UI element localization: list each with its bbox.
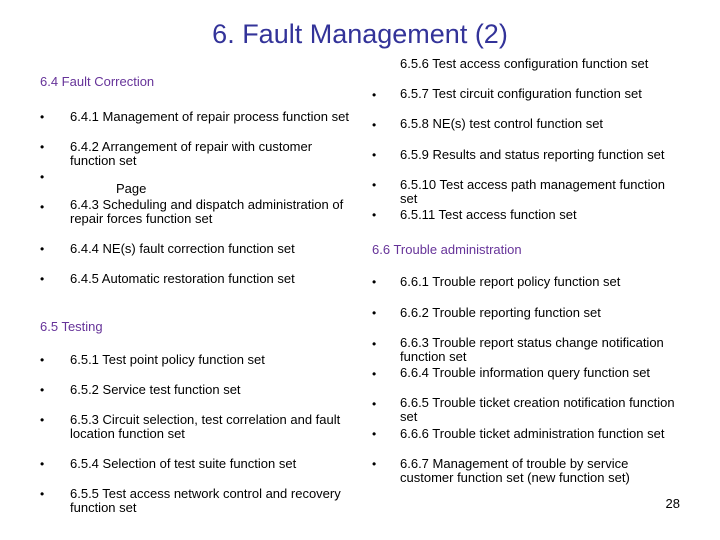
bullet-icon: •	[40, 110, 45, 124]
bullet-icon: •	[40, 413, 45, 427]
list-item-6-5-4: 6.5.4 Selection of test suite function set	[70, 456, 297, 471]
list-item-6-5-2: 6.5.2 Service test function set	[70, 382, 241, 397]
list-item-6-5-9: 6.5.9 Results and status reporting function set	[400, 147, 665, 162]
bullet-icon: •	[40, 383, 45, 397]
section-heading-6-6: 6.6 Trouble administration	[372, 242, 522, 257]
bullet-icon: •	[40, 272, 45, 286]
bullet-icon: •	[372, 118, 377, 132]
bullet-icon: •	[372, 208, 377, 222]
bullet-icon: •	[372, 275, 377, 289]
bullet-icon: •	[372, 337, 377, 351]
list-item-6-6-7: 6.6.7 Management of trouble by service customer function set (new function set)	[400, 456, 630, 485]
list-item-6-5-1: 6.5.1 Test point policy function set	[70, 352, 265, 367]
list-item-6-4-2: 6.4.2 Arrangement of repair with customer function set	[70, 139, 313, 168]
bullet-icon: •	[372, 306, 377, 320]
bullet-icon: •	[372, 148, 377, 162]
bullet-icon: •	[40, 353, 45, 367]
list-item-6-4-4: 6.4.4 NE(s) fault correction function set	[70, 241, 295, 256]
bullet-icon: •	[372, 178, 377, 192]
list-item-6-6-1: 6.6.1 Trouble report policy function set	[400, 274, 621, 289]
bullet-icon: •	[40, 200, 45, 214]
list-item-6-6-2: 6.6.2 Trouble reporting function set	[400, 305, 601, 320]
list-item-6-6-3: 6.6.3 Trouble report status change notification function set	[400, 335, 664, 364]
bullet-icon: •	[372, 427, 377, 441]
section-heading-6-5: 6.5 Testing	[40, 319, 103, 334]
page-number: 28	[665, 496, 680, 511]
bullet-icon: •	[40, 170, 45, 184]
bullet-icon: •	[40, 457, 45, 471]
list-item-6-4-1: 6.4.1 Management of repair process function set	[70, 109, 349, 124]
bullet-icon: •	[372, 88, 377, 102]
list-item-6-4-5: 6.4.5 Automatic restoration function set	[70, 271, 295, 286]
list-item-6-5-5: 6.5.5 Test access network control and recovery function set	[70, 486, 341, 515]
list-item-6-5-8: 6.5.8 NE(s) test control function set	[400, 116, 604, 131]
list-item-6-6-6: 6.6.6 Trouble ticket administration function set	[400, 426, 665, 441]
list-item-6-6-4: 6.6.4 Trouble information query function set	[400, 365, 651, 380]
bullet-icon: •	[372, 397, 377, 411]
bullet-icon: •	[40, 487, 45, 501]
list-item-6-6-5: 6.6.5 Trouble ticket creation notification function set	[400, 395, 675, 424]
list-item-page: Page	[116, 181, 147, 196]
list-item-6-5-6: 6.5.6 Test access configuration function set	[400, 56, 649, 71]
bullet-icon: •	[372, 367, 377, 381]
list-item-6-5-11: 6.5.11 Test access function set	[400, 207, 577, 222]
bullet-icon: •	[40, 242, 45, 256]
section-heading-6-4: 6.4 Fault Correction	[40, 74, 155, 89]
bullet-icon: •	[40, 140, 45, 154]
list-item-6-5-7: 6.5.7 Test circuit configuration function set	[400, 86, 642, 101]
list-item-6-4-3: 6.4.3 Scheduling and dispatch administration of repair forces function set	[70, 197, 344, 226]
list-item-6-5-3: 6.5.3 Circuit selection, test correlation and fault location function set	[70, 412, 341, 441]
bullet-icon: •	[372, 457, 377, 471]
list-item-6-5-10: 6.5.10 Test access path management function set	[400, 177, 665, 206]
slide-title: 6. Fault Management (2)	[212, 19, 508, 49]
